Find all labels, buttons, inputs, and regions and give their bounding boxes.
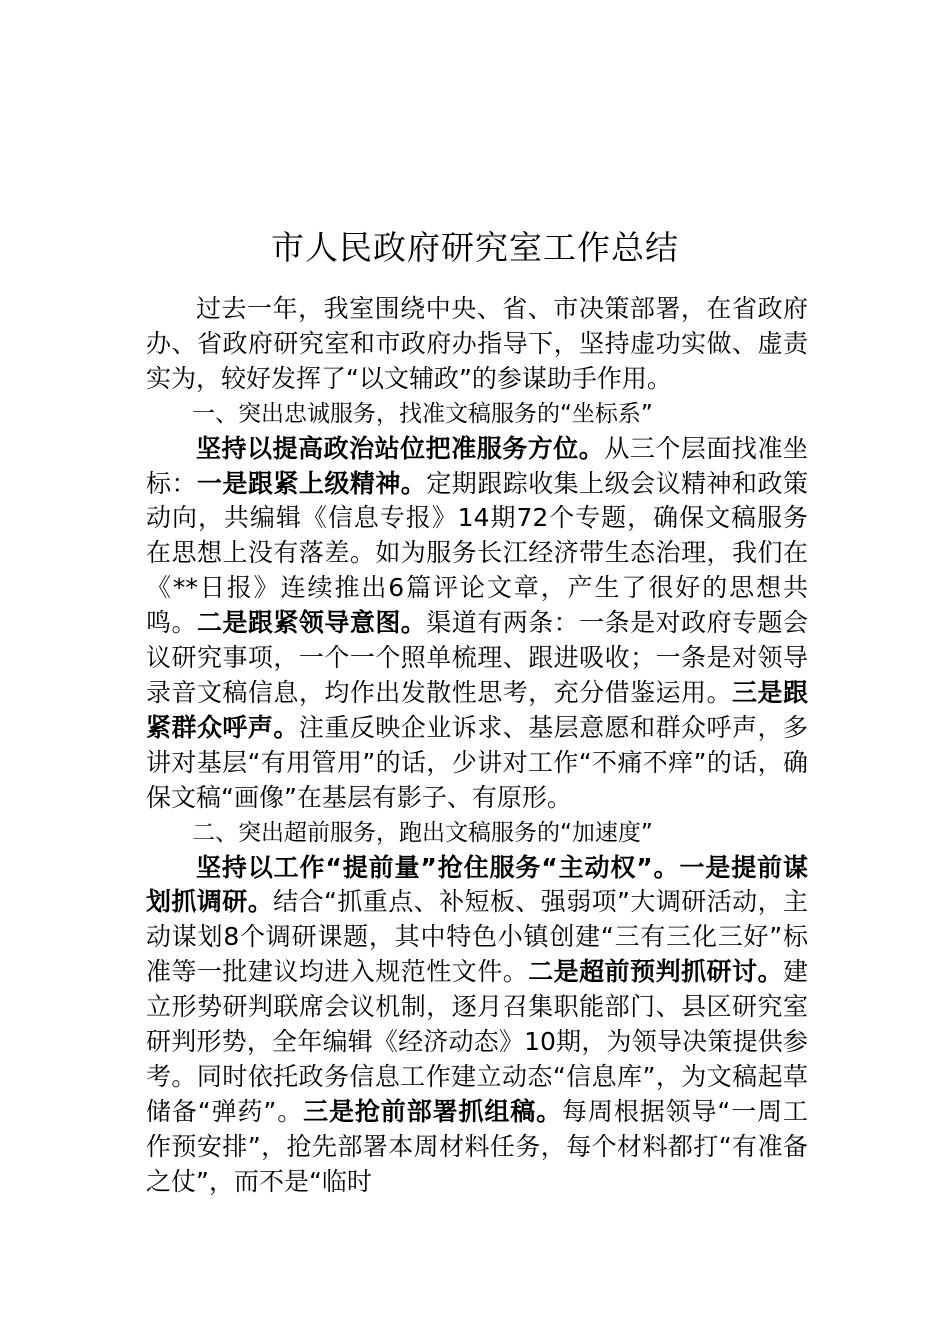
section2-point1-text: 结合“抓重点、补短板、强弱项”大调研活动，主动谋划8个调研课题，其中特色小镇创建“三有三化三好”标准等一批建议均进入规范性文件。 [146,887,808,987]
section2-heading: 二、突出超前服务，跑出文稿服务的“加速度” [192,819,653,846]
document-body [146,292,808,1200]
section2-point2-text: 建立形势研判联席会议机制，逐月召集职能部门、县区研究室研判形势，全年编辑《经济动态》10期，为领导决策提供参考。同时依托政务信息工作建立动态“信息库”，为文稿起草储备“弹药”。 [146,957,808,1126]
section1-point2-title: 二是跟紧领导意图。 [196,608,427,638]
section1-point3-title: 三是跟紧群众呼声。 [146,677,808,742]
section2-point2-title: 二是超前预判抓研讨。 [528,957,783,987]
section1-heading: 一、突出忠诚服务，找准文稿服务的“坐标系” [192,400,653,427]
section2-point3-title: 三是抢前部署抓组稿。 [303,1096,563,1126]
intro-paragraph: 过去一年，我室围绕中央、省、市决策部署，在省政府办、省政府研究室和市政府办指导下，坚持虚功实做、虚责实为，较好发挥了“以文辅政”的参谋助手作用。 [146,294,808,393]
section2-point1-title: 一是提前谋划抓调研。 [146,852,808,917]
section1-point1-title: 一是跟紧上级精神。 [196,468,427,498]
section2-lead: 坚持以工作“提前量”抢住服务“主动权”。 [196,852,680,882]
section1-point1-text: 定期跟踪收集上级会议精神和政策动向，共编辑《信息专报》14期72个专题，确保文稿服务在思想上没有落差。如为服务长江经济带生态治理，我们在《**日报》连续推出6篇评论文章，产生了很好的思想共鸣。 [146,468,808,638]
section1-point2-text: 渠道有两条：一条是对政府专题会议研究事项，一个一个照单梳理、跟进吸收；一条是对领导录音文稿信息，均作出发散性思考，充分借鉴运用。 [146,608,808,707]
section1-point3-text: 注重反映企业诉求、基层意愿和群众呼声，多讲对基层“有用管用”的话，少讲对工作“不痛不痒”的话，确保文稿“画像”在基层有影子、有原形。 [146,712,808,812]
section2-paragraph [146,851,808,1200]
document-title: 市人民政府研究室工作总结 [271,228,679,268]
section1-paragraph [146,432,808,816]
section1-lead-rest: 从三个层面找准坐标： [146,433,808,498]
section1-lead: 坚持以提高政治站位把准服务方位。 [196,433,605,463]
section2-point3-text: 每周根据领导“一周工作预安排”，抢先部署本周材料任务，每个材料都打“有准备之仗”，而不是“临时 [146,1096,809,1196]
